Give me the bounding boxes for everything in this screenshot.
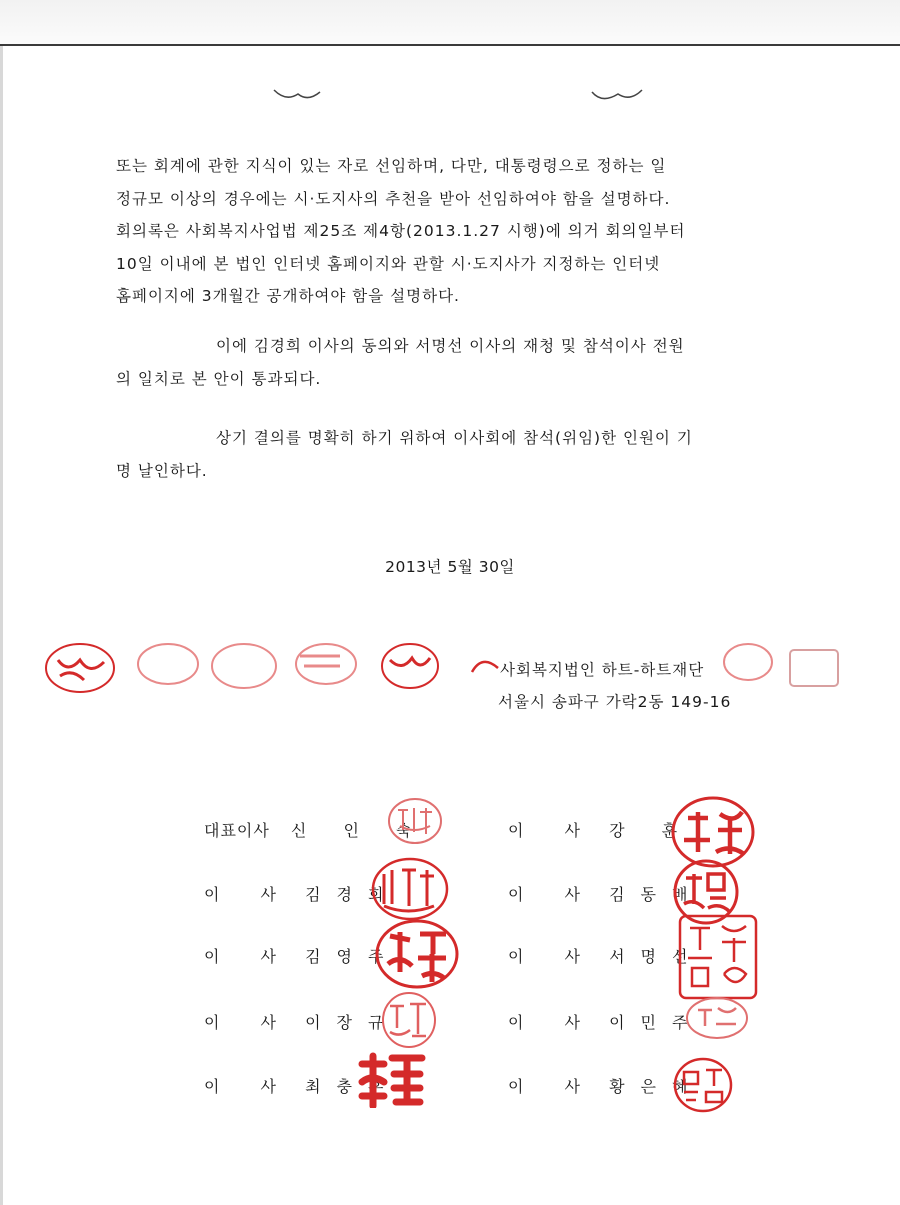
seal-impressions-row (0, 642, 900, 698)
text-line: 홈페이지에 3개월간 공개하여야 함을 설명하다. (116, 287, 460, 305)
signatory-name: 이장규 (305, 1013, 400, 1032)
text-line: 10일 이내에 본 법인 인터넷 홈페이지와 관할 시·도지사가 지정하는 인터넷 (116, 254, 661, 273)
signatory-title: 이 사 (204, 1077, 294, 1096)
signatory-name: 신 인 숙 (290, 821, 428, 840)
page-curl-mark-right (590, 86, 644, 104)
signatory-row (508, 944, 703, 967)
scan-left-edge (0, 46, 3, 1205)
scan-top-margin (0, 0, 900, 44)
signatory-title: 이 사 (508, 1013, 598, 1032)
document-date: 2013년 5월 30일 (385, 558, 515, 576)
signatory-title: 이 사 (204, 885, 294, 904)
text-line: 명 날인하다. (116, 461, 208, 480)
signatory-name: 강 훈 (609, 821, 694, 840)
page-curl-mark-left (272, 86, 322, 104)
signatory-row (508, 1010, 703, 1033)
signatory-name: 서명선 (609, 947, 704, 966)
personal-seal-icon (356, 1048, 432, 1108)
personal-seal-icon (386, 796, 444, 846)
personal-seal-icon (374, 918, 460, 990)
text-line: 또는 회계에 관한 지식이 있는 자로 선임하며, 다만, 대통령령으로 정하는 일 (116, 157, 667, 175)
signatory-name: 김동배 (609, 885, 704, 904)
signatory-name: 최충훈 (305, 1077, 400, 1096)
signatory-title: 이 사 (204, 947, 294, 966)
scan-edge-line (0, 44, 900, 46)
organization-address: 서울시 송파구 가락2동 149-16 (498, 693, 732, 711)
paragraph-attestation (116, 422, 786, 487)
personal-seal-icon (684, 994, 750, 1042)
signatory-name: 김영주 (305, 947, 400, 966)
signatory-row (204, 944, 399, 967)
signatory-title: 이 사 (204, 1013, 294, 1032)
text-line: 의 일치로 본 안이 통과되다. (116, 369, 322, 388)
signatory-row (508, 818, 693, 841)
signatory-title: 이 사 (508, 885, 598, 904)
signatory-title: 이 사 (508, 821, 598, 840)
signatory-name: 황은혜 (609, 1077, 704, 1096)
text-line: 정규모 이상의 경우에는 시·도지사의 추천을 받아 선임하여야 함을 설명하다. (116, 189, 671, 208)
organization-name: 사회복지법인 하트-하트재단 (500, 661, 705, 679)
text-line: 이에 김경희 이사의 동의와 서명선 이사의 재청 및 참석이사 전원 (216, 337, 685, 355)
text-line: 상기 결의를 명확히 하기 위하여 이사회에 참석(위임)한 인원이 기 (216, 429, 693, 447)
personal-seal-icon (370, 856, 450, 922)
text-line: 회의록은 사회복지사업법 제25조 제4항(2013.1.27 시행)에 의거 회의일부터 (116, 222, 686, 240)
paragraph-resolution (116, 330, 786, 395)
signatory-row (204, 1010, 399, 1033)
signatory-name: 이민주 (609, 1013, 704, 1032)
signatory-title: 이 사 (508, 947, 598, 966)
personal-seal-icon (380, 990, 438, 1050)
signatory-name: 김경희 (305, 885, 400, 904)
signatory-title: 대표이사 (204, 821, 270, 840)
personal-seal-icon (676, 912, 760, 1002)
personal-seal-icon (672, 1056, 734, 1114)
signatory-title: 이 사 (508, 1077, 598, 1096)
paragraph-explanation (116, 150, 786, 313)
